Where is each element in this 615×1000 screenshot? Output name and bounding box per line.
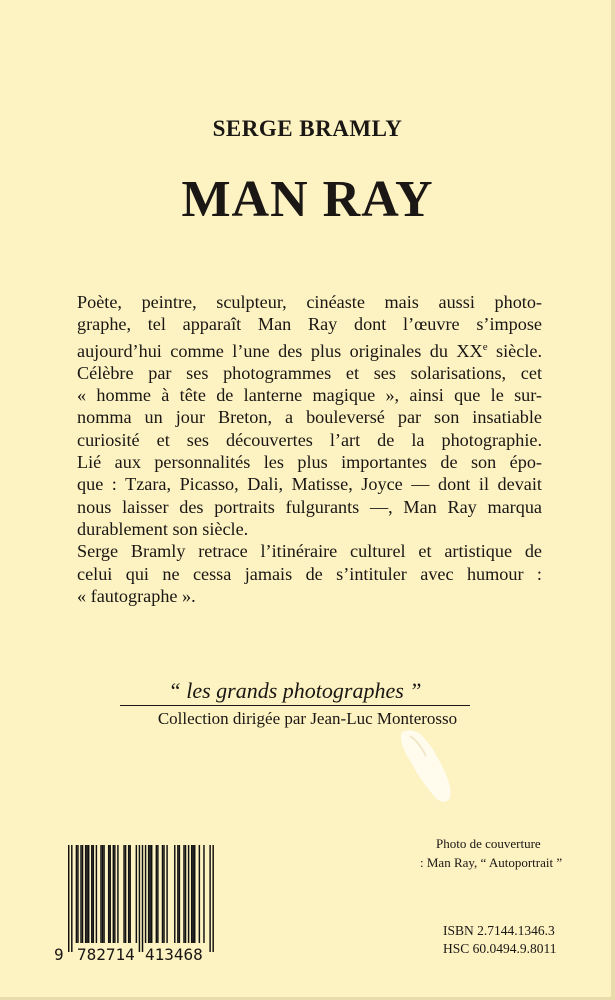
blurb-line: curiosité et ses découvertes l’art de la photographie. [77, 429, 542, 450]
blurb-line: Célèbre par ses photogrammes et ses solarisations, cet [77, 362, 542, 383]
barcode-bar [102, 845, 103, 943]
barcode-bar [117, 845, 118, 943]
series-name: “ les grands photographes ” [120, 678, 470, 706]
barcode-bar [114, 845, 115, 943]
blurb-fragment: aujourd’hui comme l’une des plus originales du XX [77, 340, 483, 361]
author-name: SERGE BRAMLY [212, 116, 403, 141]
barcode-bar [88, 845, 89, 943]
photo-credit-line: Photo de couverture [436, 836, 541, 851]
barcode-first-digit: 9 [54, 945, 64, 964]
barcode-bar [139, 845, 140, 952]
barcode-bar [162, 845, 163, 943]
barcode-bar [82, 845, 83, 943]
superscript-e: e [482, 340, 488, 353]
barcode-bar [192, 845, 193, 943]
blurb-text [77, 291, 542, 607]
blurb-line [77, 336, 542, 362]
barcode-bar [109, 845, 110, 943]
blurb-line: que : Tzara, Picasso, Dali, Matisse, Joyce — dont il devait [77, 474, 542, 495]
barcode-bar [76, 845, 77, 943]
barcode-bar [108, 845, 109, 943]
barcode-group-1: 782714 [77, 945, 135, 964]
blurb-paragraph-1 [77, 291, 542, 362]
hsc-number: HSC 60.0494.9.8011 [443, 941, 557, 956]
blurb-paragraph-3 [77, 451, 542, 540]
barcode-bar [85, 845, 86, 943]
barcode-bar [166, 845, 167, 943]
barcode-bar [68, 845, 69, 952]
ean-barcode [54, 845, 214, 970]
barcode-bar [163, 845, 164, 943]
barcode-bars [68, 845, 214, 952]
blurb-line: Lié aux personnalités les plus importantes de son épo- [77, 452, 542, 473]
barcode-bar [199, 845, 200, 943]
blurb-line: Serge Bramly retrace l’itinéraire culturel et artistique de [77, 541, 542, 562]
barcode-bar [177, 845, 178, 943]
page-edge [611, 0, 615, 1000]
blurb-paragraph-2 [77, 362, 542, 451]
barcode-bar [156, 845, 157, 943]
barcode-bar [185, 845, 186, 943]
blurb-paragraph-4 [77, 540, 542, 607]
book-title: MAN RAY [181, 171, 434, 228]
barcode-bar [179, 845, 180, 943]
barcode-bar [93, 845, 94, 943]
barcode-bar [174, 845, 175, 943]
isbn-block [443, 922, 603, 958]
blurb-fragment: siècle. [487, 340, 542, 361]
barcode-bar [100, 845, 101, 943]
isbn-number: ISBN 2.7144.1346.3 [443, 923, 555, 938]
blurb-line: durablement son siècle. [77, 518, 249, 539]
barcode-bar [103, 845, 104, 943]
barcode-bar [148, 845, 149, 943]
photo-credit-line: : Man Ray, “ Autoportrait ” [420, 855, 563, 870]
barcode-bar [191, 845, 192, 943]
barcode-bar [125, 845, 126, 943]
blurb-line: nomma un jour Breton, a bouleversé par son insatiable [77, 407, 542, 428]
collection-editor: Collection dirigée par Jean-Luc Monterosso [157, 709, 458, 728]
barcode-bar [188, 845, 189, 943]
barcode-bar [91, 845, 92, 943]
barcode-bar [129, 845, 130, 943]
barcode-bar [145, 845, 146, 943]
barcode-bar [142, 845, 143, 952]
barcode-bar [203, 845, 204, 943]
photo-credit [420, 834, 590, 872]
blurb-line: graphe, tel apparaît Man Ray dont l’œuvre s’impose [77, 314, 542, 335]
barcode-bar [123, 845, 124, 943]
barcode-bar [96, 845, 97, 943]
blurb-line: Poète, peintre, sculpteur, cinéaste mais aussi photo- [77, 292, 542, 312]
blurb-line: celui qui ne cessa jamais de s’intituler avec humour : [77, 563, 542, 584]
barcode-bar [71, 845, 72, 952]
blurb-line: nous laisser des portraits fulgurants —, Man Ray marqua [77, 496, 542, 517]
paper-damage-mark [396, 726, 456, 806]
barcode-bar [194, 845, 195, 943]
barcode-bar [113, 845, 114, 943]
barcode-bar [128, 845, 129, 943]
barcode-bar [209, 845, 210, 952]
barcode-bar [149, 845, 150, 943]
barcode-bar [80, 845, 81, 943]
barcode-bar [136, 845, 137, 943]
barcode-bar [86, 845, 87, 943]
blurb-line: « fautographe ». [77, 585, 196, 606]
barcode-group-2: 413468 [145, 945, 203, 964]
barcode-bar [183, 845, 184, 943]
barcode-bar [151, 845, 152, 943]
barcode-bar [212, 845, 213, 952]
barcode-bar [157, 845, 158, 943]
blurb-line: « homme à tête de lanterne magique », ainsi que le sur- [77, 385, 542, 406]
barcode-bar [77, 845, 78, 943]
